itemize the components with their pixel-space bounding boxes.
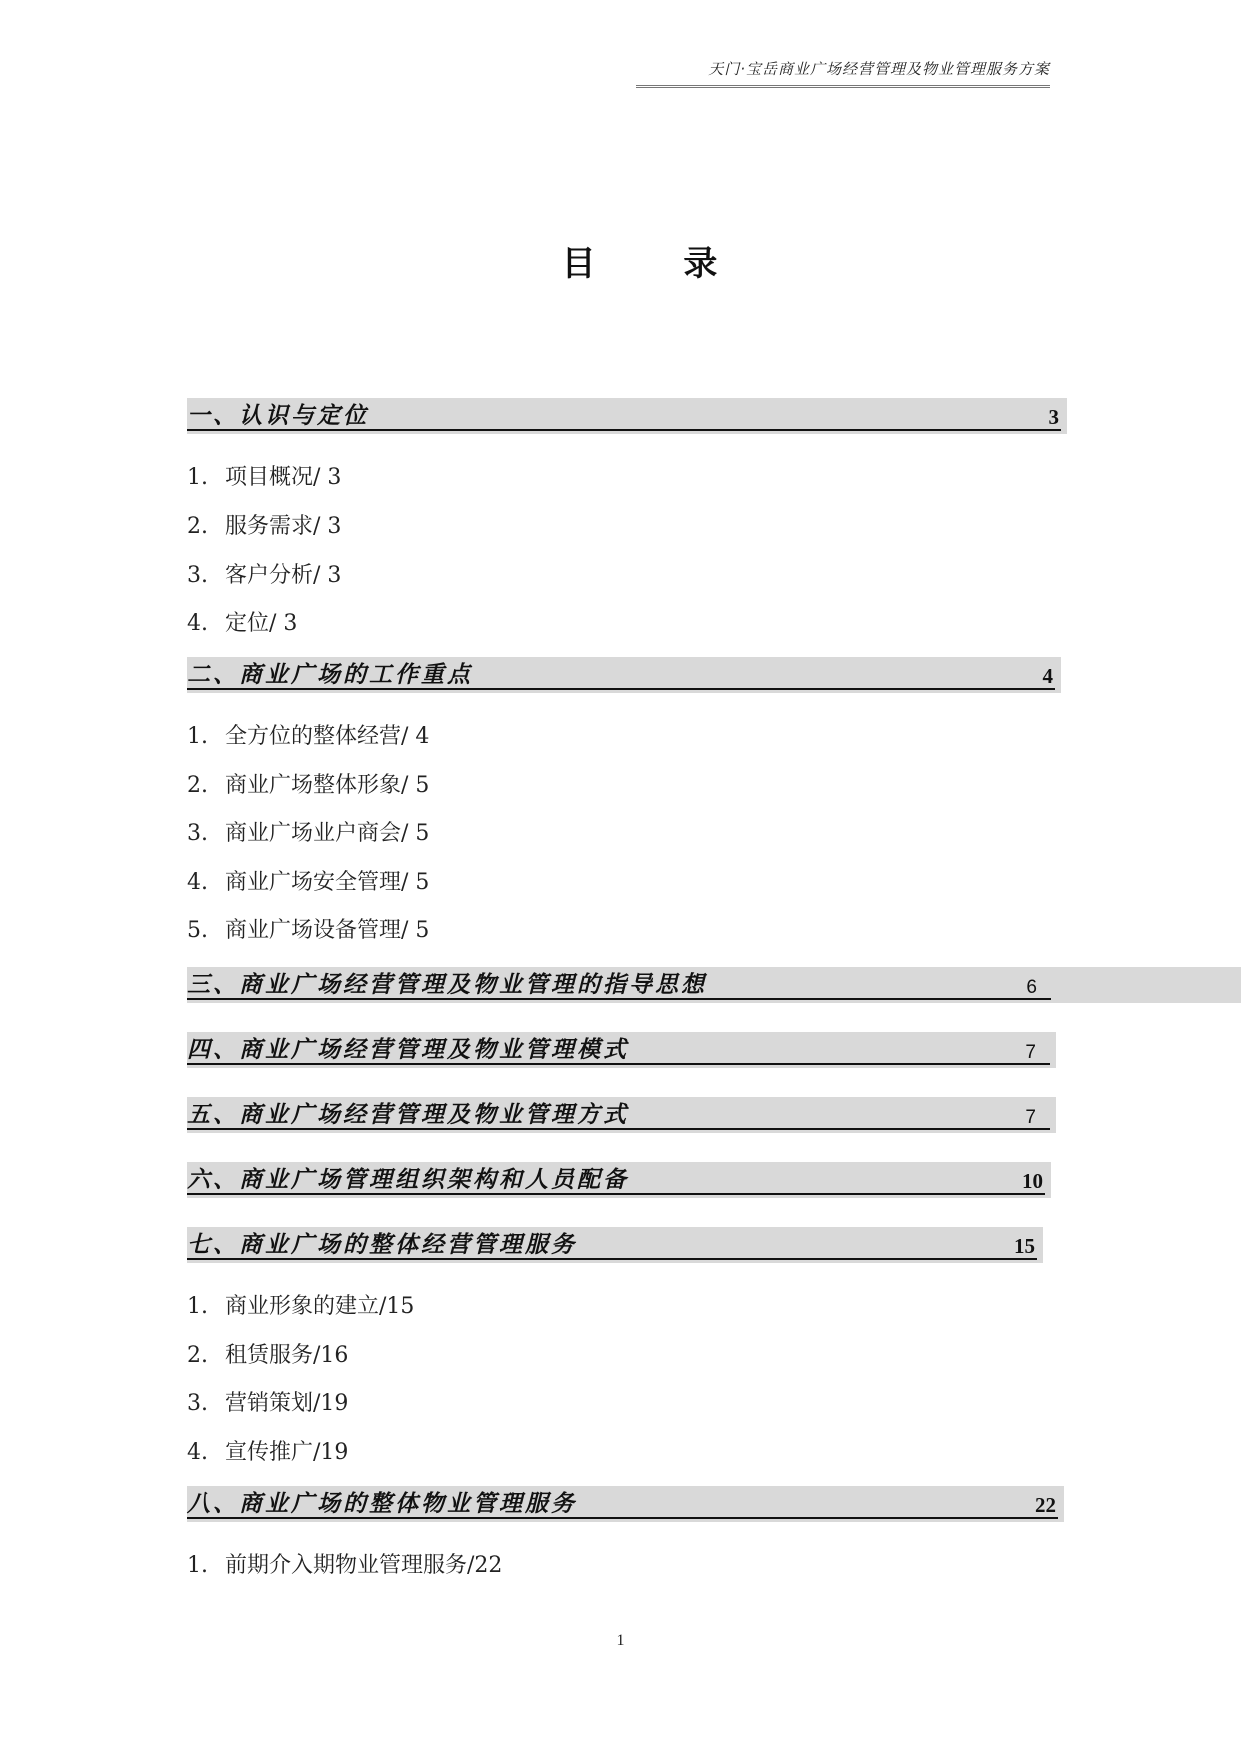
section-page: 4 [1042, 664, 1053, 688]
toc-section-5[interactable] [187, 1097, 1056, 1133]
toc-section-8[interactable] [187, 1486, 1064, 1522]
toc-section-1[interactable] [187, 398, 1067, 434]
item-number: 1. [187, 465, 208, 490]
toc-item[interactable] [187, 509, 341, 540]
toc-item[interactable] [187, 1338, 348, 1369]
item-text: 营销策划/19 [225, 1391, 349, 1416]
item-text: 商业广场安全管理/ 5 [225, 870, 430, 895]
section-title: 六、商业广场管理组织架构和人员配备 [187, 1167, 629, 1193]
item-text: 宣传推广/19 [225, 1440, 349, 1465]
section-title: 四、商业广场经营管理及物业管理模式 [187, 1037, 629, 1063]
item-text: 商业形象的建立/15 [225, 1294, 415, 1319]
item-number: 2. [187, 514, 208, 539]
toc-item[interactable] [187, 816, 429, 847]
item-number: 3. [187, 821, 208, 846]
toc-item[interactable] [187, 913, 429, 944]
toc-item[interactable] [187, 719, 429, 750]
item-text: 前期介入期物业管理服务/22 [225, 1553, 503, 1578]
item-number: 5. [187, 918, 208, 943]
item-text: 定位/ 3 [225, 611, 298, 636]
toc-item[interactable] [187, 460, 341, 491]
item-number: 2. [187, 773, 208, 798]
item-text: 商业广场整体形象/ 5 [225, 773, 430, 798]
item-text: 服务需求/ 3 [225, 514, 342, 539]
toc-item[interactable] [187, 1435, 348, 1466]
section-title: 二、商业广场的工作重点 [187, 662, 473, 688]
item-text: 商业广场设备管理/ 5 [225, 918, 430, 943]
item-number: 1. [187, 1294, 208, 1319]
item-text: 项目概况/ 3 [225, 465, 342, 490]
toc-item[interactable] [187, 1548, 502, 1579]
item-number: 1. [187, 724, 208, 749]
toc-section-6[interactable] [187, 1162, 1051, 1198]
toc-section-2[interactable] [187, 657, 1061, 693]
section-page: 7 [1025, 1042, 1036, 1063]
item-text: 商业广场业户商会/ 5 [225, 821, 430, 846]
section-page: 3 [1048, 405, 1059, 429]
toc-item[interactable] [187, 1386, 348, 1417]
item-number: 4. [187, 611, 208, 636]
item-text: 全方位的整体经营/ 4 [225, 724, 430, 749]
toc-item[interactable] [187, 1289, 414, 1320]
toc-section-7[interactable] [187, 1227, 1043, 1263]
item-number: 2. [187, 1343, 208, 1368]
section-page: 6 [1026, 977, 1037, 998]
item-text: 客户分析/ 3 [225, 563, 342, 588]
section-page: 7 [1025, 1107, 1036, 1128]
section-title: 一、认识与定位 [187, 403, 369, 429]
item-number: 4. [187, 870, 208, 895]
section-title: 五、商业广场经营管理及物业管理方式 [187, 1102, 629, 1128]
section-page: 15 [1014, 1234, 1035, 1258]
section-page: 10 [1022, 1169, 1043, 1193]
toc-section-3[interactable] [187, 967, 1241, 1003]
toc-item[interactable] [187, 768, 429, 799]
item-number: 3. [187, 1391, 208, 1416]
running-header: 天门·宝岳商业广场经营管理及物业管理服务方案 [636, 58, 1050, 88]
item-number: 3. [187, 563, 208, 588]
item-number: 1. [187, 1553, 208, 1578]
toc-title: 目 录 [561, 244, 756, 284]
toc-item[interactable] [187, 606, 297, 637]
section-title: 七、商业广场的整体经营管理服务 [187, 1232, 577, 1258]
page-number: 1 [616, 1632, 625, 1649]
toc-item[interactable] [187, 558, 341, 589]
item-number: 4. [187, 1440, 208, 1465]
toc-section-4[interactable] [187, 1032, 1056, 1068]
section-title: 八、商业广场的整体物业管理服务 [187, 1491, 577, 1517]
item-text: 租赁服务/16 [225, 1343, 349, 1368]
section-page: 22 [1035, 1493, 1056, 1517]
toc-item[interactable] [187, 865, 429, 896]
section-title: 三、商业广场经营管理及物业管理的指导思想 [187, 972, 707, 998]
